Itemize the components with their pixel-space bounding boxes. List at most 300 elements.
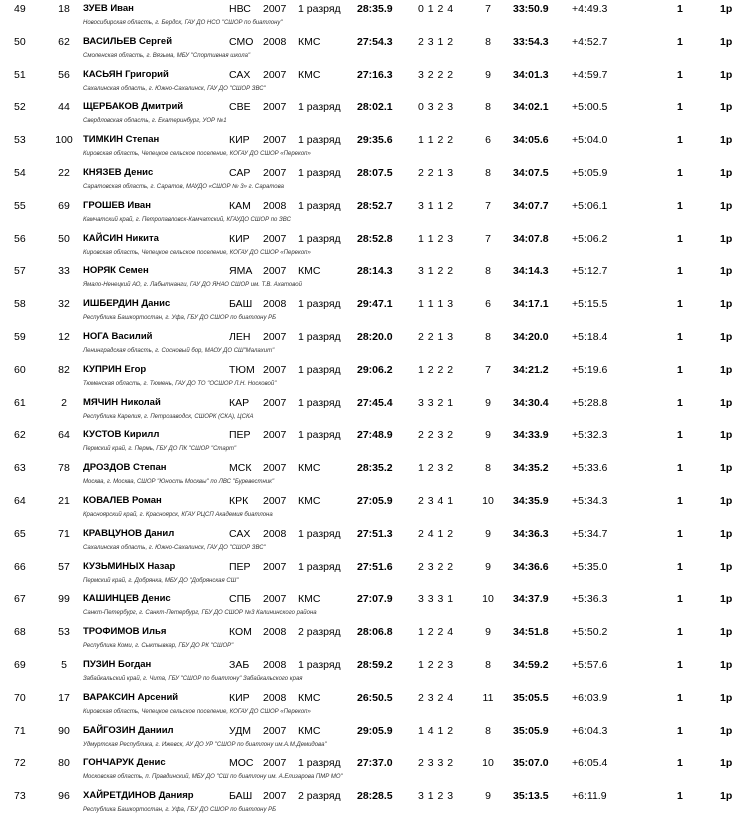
penalty-count: 7 — [485, 232, 491, 245]
category: 1 — [677, 494, 683, 507]
athlete-organization: Сахалинская область, г. Южно-Сахалинск, ГАУ ДО "СШОР ЗВС" — [83, 544, 266, 551]
row-bib: 82 — [58, 363, 70, 376]
birth-year: 2007 — [263, 790, 287, 803]
row-place: 60 — [14, 363, 26, 376]
category: 1 — [677, 691, 683, 704]
table-row — [0, 394, 750, 427]
table-row — [0, 230, 750, 263]
athlete-name: ХАЙРЕТДИНОВ Данияр — [83, 790, 194, 802]
category: 1 — [677, 396, 683, 409]
penalty-count: 8 — [485, 462, 491, 475]
sport-rank: 1 разряд — [298, 232, 341, 245]
course-time: 29:06.2 — [357, 363, 393, 376]
shooting-misses: 2 4 1 2 — [418, 527, 454, 540]
athlete-organization: Тюменская область, г. Тюмень, ГАУ ДО ТО "ОСШОР Л.Н. Носковой" — [83, 380, 277, 387]
birth-year: 2007 — [263, 232, 287, 245]
total-time: 33:50.9 — [513, 3, 549, 15]
category: 1 — [677, 199, 683, 212]
table-row — [0, 689, 750, 722]
region-code: БАШ — [229, 790, 253, 803]
birth-year: 2008 — [263, 626, 287, 639]
grade: 1р — [720, 691, 733, 704]
grade: 1р — [720, 298, 733, 311]
table-row — [0, 525, 750, 558]
athlete-organization: Удмуртская Республика, г. Ижевск, АУ ДО УР "СШОР по биатлону им.А.М.Демидова" — [83, 741, 327, 748]
birth-year: 2008 — [263, 658, 287, 671]
row-place: 61 — [14, 396, 26, 409]
athlete-name: КРАВЦУНОВ Данил — [83, 527, 175, 539]
sport-rank: 1 разряд — [298, 330, 341, 343]
grade: 1р — [720, 724, 733, 737]
athlete-name: БАЙГОЗИН Даниил — [83, 724, 174, 736]
shooting-misses: 1 2 2 4 — [418, 626, 454, 639]
region-code: СВЕ — [229, 101, 251, 114]
penalty-count: 10 — [482, 757, 494, 770]
athlete-name: НОГА Василий — [83, 330, 153, 342]
region-code: САХ — [229, 527, 251, 540]
birth-year: 2007 — [263, 462, 287, 475]
course-time: 29:47.1 — [357, 298, 393, 311]
row-place: 59 — [14, 330, 26, 343]
time-behind: +5:34.7 — [572, 527, 608, 540]
time-behind: +5:00.5 — [572, 101, 608, 114]
course-time: 27:16.3 — [357, 68, 393, 81]
table-row — [0, 328, 750, 361]
grade: 1р — [720, 396, 733, 409]
region-code: МОС — [229, 757, 254, 770]
course-time: 28:28.5 — [357, 790, 393, 803]
row-bib: 53 — [58, 626, 70, 639]
sport-rank: 1 разряд — [298, 658, 341, 671]
penalty-count: 8 — [485, 101, 491, 114]
total-time: 34:51.8 — [513, 626, 549, 639]
row-place: 53 — [14, 134, 26, 147]
sport-rank: 1 разряд — [298, 396, 341, 409]
category: 1 — [677, 626, 683, 639]
athlete-name: ДРОЗДОВ Степан — [83, 462, 167, 474]
grade: 1р — [720, 101, 733, 114]
sport-rank: КМС — [298, 724, 321, 737]
sport-rank: КМС — [298, 265, 321, 278]
grade: 1р — [720, 626, 733, 639]
penalty-count: 10 — [482, 593, 494, 606]
course-time: 28:59.2 — [357, 658, 393, 671]
athlete-name: КНЯЗЕВ Денис — [83, 166, 154, 178]
penalty-count: 6 — [485, 134, 491, 147]
category: 1 — [677, 527, 683, 540]
grade: 1р — [720, 35, 733, 48]
region-code: ТЮМ — [229, 363, 255, 376]
birth-year: 2007 — [263, 593, 287, 606]
row-place: 65 — [14, 527, 26, 540]
birth-year: 2008 — [263, 298, 287, 311]
row-bib: 18 — [58, 3, 70, 15]
time-behind: +5:19.6 — [572, 363, 608, 376]
course-time: 26:50.5 — [357, 691, 393, 704]
category: 1 — [677, 166, 683, 179]
birth-year: 2007 — [263, 494, 287, 507]
time-behind: +5:06.1 — [572, 199, 608, 212]
total-time: 34:07.5 — [513, 166, 549, 179]
course-time: 28:06.8 — [357, 626, 393, 639]
penalty-count: 10 — [482, 494, 494, 507]
shooting-misses: 2 2 3 2 — [418, 429, 454, 442]
category: 1 — [677, 363, 683, 376]
table-row — [0, 623, 750, 656]
table-row — [0, 0, 750, 33]
birth-year: 2008 — [263, 35, 287, 48]
birth-year: 2007 — [263, 3, 287, 15]
total-time: 35:13.5 — [513, 790, 549, 803]
athlete-name: ПУЗИН Богдан — [83, 658, 152, 670]
grade: 1р — [720, 790, 733, 803]
row-bib: 44 — [58, 101, 70, 114]
athlete-name: КУПРИН Егор — [83, 363, 147, 375]
course-time: 27:51.3 — [357, 527, 393, 540]
sport-rank: КМС — [298, 68, 321, 81]
penalty-count: 7 — [485, 199, 491, 212]
category: 1 — [677, 68, 683, 81]
course-time: 28:35.9 — [357, 3, 393, 15]
athlete-organization: Кировская область, Чепецкое сельское поселение, КОГАУ ДО СШОР «Перекоп» — [83, 151, 311, 158]
birth-year: 2007 — [263, 166, 287, 179]
birth-year: 2007 — [263, 68, 287, 81]
birth-year: 2007 — [263, 560, 287, 573]
row-place: 70 — [14, 691, 26, 704]
row-place: 64 — [14, 494, 26, 507]
athlete-name: МЯЧИН Николай — [83, 396, 161, 408]
row-bib: 5 — [61, 658, 67, 671]
region-code: КРК — [229, 494, 249, 507]
athlete-name: ЗУЕВ Иван — [83, 3, 134, 14]
table-row — [0, 164, 750, 197]
row-bib: 62 — [58, 35, 70, 48]
shooting-misses: 3 1 1 2 — [418, 199, 454, 212]
region-code: САХ — [229, 68, 251, 81]
athlete-name: ГРОШЕВ Иван — [83, 199, 151, 211]
region-code: КАМ — [229, 199, 251, 212]
row-place: 73 — [14, 790, 26, 803]
time-behind: +6:11.9 — [572, 790, 607, 803]
sport-rank: КМС — [298, 462, 321, 475]
birth-year: 2007 — [263, 265, 287, 278]
course-time: 27:48.9 — [357, 429, 393, 442]
row-bib: 32 — [58, 298, 70, 311]
table-row — [0, 492, 750, 525]
total-time: 34:05.6 — [513, 134, 549, 147]
total-time: 35:05.9 — [513, 724, 549, 737]
grade: 1р — [720, 494, 733, 507]
shooting-misses: 2 3 4 1 — [418, 494, 454, 507]
shooting-misses: 3 1 2 2 — [418, 265, 454, 278]
shooting-misses: 2 3 1 2 — [418, 35, 454, 48]
penalty-count: 11 — [482, 691, 494, 704]
total-time: 34:07.7 — [513, 199, 549, 212]
region-code: ЛЕН — [229, 330, 251, 343]
row-place: 71 — [14, 724, 26, 737]
athlete-organization: Республика Карелия, г. Петрозаводск, СШОРК (СКА), ЦСКА — [83, 413, 254, 420]
course-time: 28:07.5 — [357, 166, 393, 179]
region-code: КИР — [229, 691, 250, 704]
total-time: 34:30.4 — [513, 396, 549, 409]
sport-rank: 1 разряд — [298, 199, 341, 212]
time-behind: +4:52.7 — [572, 35, 608, 48]
region-code: ЗАБ — [229, 658, 250, 671]
penalty-count: 6 — [485, 298, 491, 311]
region-code: УДМ — [229, 724, 252, 737]
row-bib: 99 — [58, 593, 70, 606]
grade: 1р — [720, 68, 733, 81]
grade: 1р — [720, 658, 733, 671]
shooting-misses: 2 2 1 3 — [418, 330, 454, 343]
row-place: 49 — [14, 3, 26, 15]
sport-rank: 1 разряд — [298, 3, 341, 15]
birth-year: 2007 — [263, 330, 287, 343]
athlete-name: ИШБЕРДИН Данис — [83, 298, 171, 310]
time-behind: +5:36.3 — [572, 593, 608, 606]
row-place: 62 — [14, 429, 26, 442]
penalty-count: 7 — [485, 3, 491, 15]
row-bib: 90 — [58, 724, 70, 737]
birth-year: 2007 — [263, 757, 287, 770]
grade: 1р — [720, 527, 733, 540]
shooting-misses: 0 1 2 4 — [418, 3, 454, 15]
sport-rank: КМС — [298, 35, 321, 48]
athlete-organization: Республика Коми, г. Сыктывкар, ГБУ ДО РК "СШОР" — [83, 643, 234, 650]
penalty-count: 8 — [485, 724, 491, 737]
athlete-name: ГОНЧАРУК Денис — [83, 757, 166, 769]
table-row — [0, 295, 750, 328]
athlete-name: ВАРАКСИН Арсений — [83, 691, 179, 703]
category: 1 — [677, 298, 683, 311]
category: 1 — [677, 724, 683, 737]
total-time: 34:36.3 — [513, 527, 549, 540]
total-time: 35:07.0 — [513, 757, 549, 770]
region-code: ПЕР — [229, 560, 251, 573]
shooting-misses: 0 3 2 3 — [418, 101, 454, 114]
sport-rank: КМС — [298, 494, 321, 507]
grade: 1р — [720, 429, 733, 442]
total-time: 34:01.3 — [513, 68, 549, 81]
table-row — [0, 33, 750, 66]
time-behind: +5:12.7 — [572, 265, 608, 278]
grade: 1р — [720, 757, 733, 770]
time-behind: +6:05.4 — [572, 757, 608, 770]
region-code: КОМ — [229, 626, 252, 639]
row-bib: 22 — [58, 166, 70, 179]
time-behind: +5:32.3 — [572, 429, 608, 442]
penalty-count: 8 — [485, 658, 491, 671]
birth-year: 2007 — [263, 134, 287, 147]
sport-rank: 1 разряд — [298, 429, 341, 442]
region-code: ЯМА — [229, 265, 253, 278]
penalty-count: 8 — [485, 330, 491, 343]
total-time: 34:36.6 — [513, 560, 549, 573]
time-behind: +6:04.3 — [572, 724, 608, 737]
course-time: 29:05.9 — [357, 724, 393, 737]
grade: 1р — [720, 265, 733, 278]
sport-rank: 1 разряд — [298, 134, 341, 147]
shooting-misses: 1 4 1 2 — [418, 724, 454, 737]
time-behind: +5:35.0 — [572, 560, 608, 573]
shooting-misses: 3 2 2 2 — [418, 68, 454, 81]
row-place: 68 — [14, 626, 26, 639]
grade: 1р — [720, 560, 733, 573]
row-place: 57 — [14, 265, 26, 278]
time-behind: +5:04.0 — [572, 134, 608, 147]
category: 1 — [677, 560, 683, 573]
time-behind: +4:59.7 — [572, 68, 608, 81]
grade: 1р — [720, 134, 733, 147]
shooting-misses: 1 2 3 2 — [418, 462, 454, 475]
grade: 1р — [720, 199, 733, 212]
table-row — [0, 98, 750, 131]
course-time: 27:07.9 — [357, 593, 393, 606]
total-time: 35:05.5 — [513, 691, 549, 704]
row-bib: 78 — [58, 462, 70, 475]
athlete-organization: Свердловская область, г. Екатеринбург, УОР №1 — [83, 118, 227, 125]
table-row — [0, 197, 750, 230]
time-behind: +5:05.9 — [572, 166, 608, 179]
category: 1 — [677, 790, 683, 803]
row-place: 56 — [14, 232, 26, 245]
penalty-count: 8 — [485, 166, 491, 179]
athlete-name: ЩЕРБАКОВ Дмитрий — [83, 101, 184, 113]
birth-year: 2008 — [263, 691, 287, 704]
total-time: 34:21.2 — [513, 363, 549, 376]
penalty-count: 9 — [485, 68, 491, 81]
shooting-misses: 3 3 2 1 — [418, 396, 454, 409]
athlete-organization: Москва, г. Москва, СШОР "Юность Москвы" по ЛВС "Буревестник" — [83, 479, 275, 486]
table-row — [0, 722, 750, 755]
athlete-organization: Сахалинская область, г. Южно-Сахалинск, ГАУ ДО "СШОР ЗВС" — [83, 85, 266, 92]
course-time: 28:52.8 — [357, 232, 393, 245]
category: 1 — [677, 429, 683, 442]
athlete-name: ТРОФИМОВ Илья — [83, 626, 167, 638]
penalty-count: 9 — [485, 790, 491, 803]
grade: 1р — [720, 462, 733, 475]
shooting-misses: 2 3 2 4 — [418, 691, 454, 704]
athlete-organization: Республика Башкортостан, г. Уфа, ГБУ ДО СШОР по биатлону РБ — [83, 807, 277, 814]
sport-rank: 1 разряд — [298, 101, 341, 114]
time-behind: +5:33.6 — [572, 462, 608, 475]
birth-year: 2007 — [263, 724, 287, 737]
shooting-misses: 2 3 3 2 — [418, 757, 454, 770]
category: 1 — [677, 330, 683, 343]
birth-year: 2008 — [263, 199, 287, 212]
row-bib: 100 — [55, 134, 73, 147]
birth-year: 2007 — [263, 429, 287, 442]
sport-rank: 2 разряд — [298, 626, 341, 639]
athlete-name: КОВАЛЕВ Роман — [83, 494, 162, 506]
sport-rank: 1 разряд — [298, 363, 341, 376]
region-code: САР — [229, 166, 251, 179]
time-behind: +5:18.4 — [572, 330, 608, 343]
athlete-organization: Забайкальский край, г. Чита, ГБУ "СШОР по биатлону" Забайкальского края — [83, 675, 303, 682]
row-bib: 17 — [58, 691, 70, 704]
table-row — [0, 656, 750, 689]
shooting-misses: 1 2 2 3 — [418, 658, 454, 671]
table-row — [0, 262, 750, 295]
penalty-count: 9 — [485, 560, 491, 573]
row-bib: 21 — [58, 494, 70, 507]
sport-rank: 2 разряд — [298, 790, 341, 803]
row-bib: 80 — [58, 757, 70, 770]
shooting-misses: 2 3 2 2 — [418, 560, 454, 573]
time-behind: +5:28.8 — [572, 396, 608, 409]
category: 1 — [677, 265, 683, 278]
shooting-misses: 2 2 1 3 — [418, 166, 454, 179]
category: 1 — [677, 232, 683, 245]
total-time: 34:59.2 — [513, 658, 549, 671]
table-row — [0, 426, 750, 459]
shooting-misses: 1 1 2 2 — [418, 134, 454, 147]
time-behind: +5:15.5 — [572, 298, 608, 311]
row-place: 50 — [14, 35, 26, 48]
region-code: ПЕР — [229, 429, 251, 442]
athlete-organization: Московская область, п. Правдинский, МБУ ДО "СШ по биатлону им. А.Елизарова ПМР МО" — [83, 774, 343, 781]
athlete-organization: Пермский край, г. Пермь, ГБУ ДО ПК "СШОР "Старт" — [83, 446, 237, 453]
row-place: 69 — [14, 658, 26, 671]
course-time: 27:45.4 — [357, 396, 393, 409]
penalty-count: 7 — [485, 363, 491, 376]
grade: 1р — [720, 593, 733, 606]
table-row — [0, 558, 750, 591]
table-row — [0, 131, 750, 164]
course-time: 27:05.9 — [357, 494, 393, 507]
athlete-name: КУСТОВ Кирилл — [83, 429, 160, 441]
grade: 1р — [720, 363, 733, 376]
sport-rank: КМС — [298, 691, 321, 704]
course-time: 28:02.1 — [357, 101, 393, 114]
shooting-misses: 1 2 2 2 — [418, 363, 454, 376]
penalty-count: 8 — [485, 35, 491, 48]
penalty-count: 9 — [485, 429, 491, 442]
total-time: 33:54.3 — [513, 35, 549, 48]
table-row — [0, 459, 750, 492]
region-code: НВС — [229, 3, 251, 15]
row-bib: 12 — [58, 330, 70, 343]
category: 1 — [677, 134, 683, 147]
sport-rank: 1 разряд — [298, 757, 341, 770]
category: 1 — [677, 658, 683, 671]
athlete-organization: Санкт-Петербург, г. Санкт-Петербург, ГБУ ДО СШОР №3 Калининского района — [83, 610, 317, 617]
category: 1 — [677, 593, 683, 606]
row-place: 55 — [14, 199, 26, 212]
athlete-name: НОРЯК Семен — [83, 265, 149, 277]
grade: 1р — [720, 232, 733, 245]
region-code: СПБ — [229, 593, 252, 606]
shooting-misses: 1 1 1 3 — [418, 298, 454, 311]
region-code: СМО — [229, 35, 254, 48]
row-bib: 2 — [61, 396, 67, 409]
time-behind: +5:06.2 — [572, 232, 608, 245]
row-bib: 57 — [58, 560, 70, 573]
category: 1 — [677, 3, 683, 15]
region-code: КИР — [229, 232, 250, 245]
athlete-organization: Ленинградская область, г. Сосновый бор, МАОУ ДО СШ"Малахит" — [83, 347, 275, 354]
course-time: 29:35.6 — [357, 134, 393, 147]
time-behind: +5:50.2 — [572, 626, 608, 639]
row-bib: 50 — [58, 232, 70, 245]
table-row — [0, 787, 750, 820]
course-time: 27:54.3 — [357, 35, 393, 48]
sport-rank: 1 разряд — [298, 298, 341, 311]
course-time: 28:52.7 — [357, 199, 393, 212]
time-behind: +4:49.3 — [572, 3, 608, 15]
shooting-misses: 1 1 2 3 — [418, 232, 454, 245]
birth-year: 2007 — [263, 101, 287, 114]
